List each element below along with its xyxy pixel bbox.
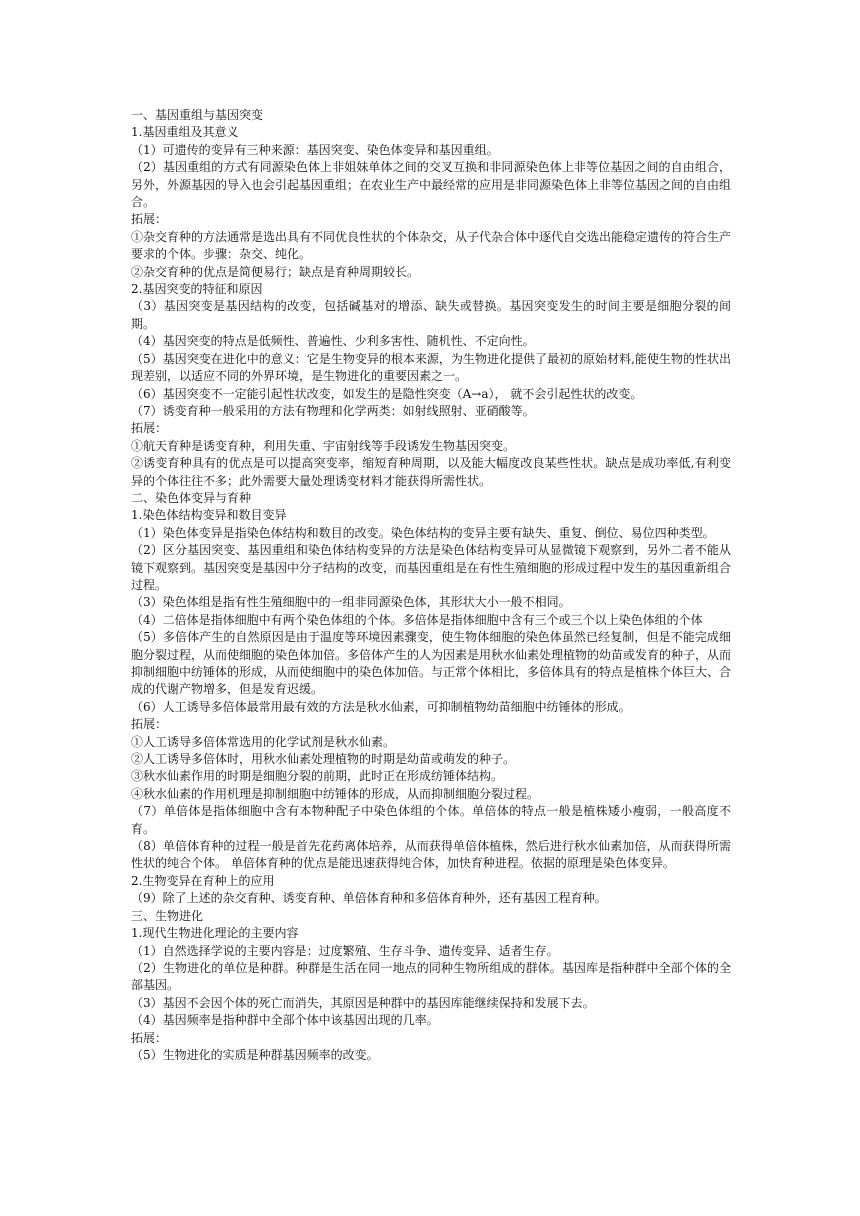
text-line: （3）基因不会因个体的死亡而消失，其原因是种群中的基因库能继续保持和发展下去。: [131, 995, 595, 1010]
text-line: 1.基因重组及其意义: [131, 125, 239, 140]
text-line: 二、染色体变异与育种: [131, 490, 252, 505]
text-line: （2）区分基因突变、基因重组和染色体结构变异的方法是染色体结构变异可从显微镜下观察到，另外二者不能从镜下观察到。基因突变是基因中分子结构的改变，而基因重组是在有性生殖细胞的形成过程中发生的基因重新组合过程。: [131, 543, 732, 592]
text-line: ①杂交育种的方法通常是选出具有不同优良性状的个体杂交，从子代杂合体中逐代自交选出能稳定遗传的符合生产要求的个体。步骤：杂交、纯化。: [131, 229, 732, 262]
text-line: 拓展：: [131, 421, 168, 436]
text-line: ②人工诱导多倍体时，用秋水仙素处理植物的时期是幼苗或萌发的种子。: [131, 752, 516, 767]
text-line: 拓展：: [131, 1030, 168, 1045]
text-line: 一、基因重组与基因突变: [131, 108, 264, 122]
text-line: （4）基因频率是指种群中全部个体中该基因出现的几率。: [131, 1013, 439, 1028]
text-line: （9）除了上述的杂交育种、诱变育种、单倍体育种和多倍体育种外，还有基因工程育种。: [131, 891, 607, 906]
text-line: ④秋水仙素的作用机理是抑制细胞中纺锤体的形成，从而抑制细胞分裂过程。: [131, 786, 540, 801]
text-line: （5）多倍体产生的自然原因是由于温度等环境因素骤变，使生物体细胞的染色体虽然已经复制，但是不能完成细胞分裂过程，从而使细胞的染色体加倍。多倍体产生的人为因素是用秋水仙素处理植物的幼苗或发育的种子，从而抑制细胞中纺锤体的形成，从而使细胞中的染色体加倍。与正常个体相比，多倍体具有的特点是植株个体巨大、合成的代谢产物增多，但是发育迟缓。: [131, 630, 732, 697]
text-line: 1.染色体结构变异和数目变异: [131, 508, 287, 523]
text-line: ②杂交育种的优点是简便易行；缺点是育种周期较长。: [131, 264, 420, 279]
text-line: 2.基因突变的特征和原因: [131, 282, 263, 297]
text-line: ①人工诱导多倍体常选用的化学试剂是秋水仙素。: [131, 734, 396, 749]
text-line: （2）生物进化的单位是种群。种群是生活在同一地点的同种生物所组成的群体。基因库是指种群中全部个体的全部基因。: [131, 960, 731, 993]
text-line: （5）基因突变在进化中的意义：它是生物变异的根本来源，为生物进化提供了最初的原始材料,能使生物的性状出现差别，以适应不同的外界环境，是生物进化的重要因素之一。: [131, 351, 731, 384]
text-line: 三、生物进化: [131, 908, 204, 923]
text-line: 2.生物变异在育种上的应用: [131, 873, 275, 888]
text-line: （1）染色体变异是指染色体结构和数目的改变。染色体结构的变异主要有缺失、重复、倒位、易位四种类型。: [131, 525, 715, 540]
text-line: （7）单倍体是指体细胞中含有本物种配子中染色体组的个体。单倍体的特点一般是植株矮小瘦弱，一般高度不育。: [131, 804, 731, 836]
text-line: （1）可遗传的变异有三种来源：基因突变、染色体变异和基因重组。: [131, 142, 499, 157]
text-line: 拓展：: [131, 212, 168, 227]
text-line: （6）人工诱导多倍体最常用最有效的方法是秋水仙素，可抑制植物幼苗细胞中纺锤体的形成。: [131, 699, 631, 714]
text-line: （6）基因突变不一定能引起性状改变，如发生的是隐性突变（A→a）， 就不会引起性状的改变。: [131, 386, 643, 401]
text-line: （8）单倍体育种的过程一般是首先花药离体培养，从而获得单倍体植株，然后进行秋水仙素加倍，从而获得所需性状的纯合个体。 单倍体育种的优点是能迅速获得纯合体，加快育种进程。依据的原理是染色体变异。: [131, 839, 731, 871]
text-line: （3）基因突变是基因结构的改变，包括碱基对的增添、缺失或替换。基因突变发生的时间主要是细胞分裂的间期。: [131, 299, 731, 331]
text-line: （5）生物进化的实质是种群基因频率的改变。: [131, 1047, 379, 1062]
document-body: [131, 107, 731, 1064]
text-line: （3）染色体组是指有性生殖细胞中的一组非同源染色体，其形状大小一般不相同。: [131, 595, 571, 610]
text-line: （7）诱变育种一般采用的方法有物理和化学两类：如射线照射、亚硝酸等。: [131, 403, 535, 418]
text-line: （2）基因重组的方式有同源染色体上非姐妹单体之间的交叉互换和非同源染色体上非等位基因之间的自由组合，另外，外源基因的导入也会引起基因重组；在农业生产中最经常的应用是非同源染色体上非等位基因之间的自由组合。: [131, 160, 732, 210]
text-line: （4）二倍体是指体细胞中有两个染色体组的个体。多倍体是指体细胞中含有三个或三个以上染色体组的个体: [131, 612, 703, 627]
text-line: ③秋水仙素作用的时期是细胞分裂的前期，此时正在形成纺锤体结构。: [131, 769, 504, 784]
text-line: ①航天育种是诱变育种，利用失重、宇宙射线等手段诱发生物基因突变。: [131, 438, 516, 453]
text-line: （4）基因突变的特点是低频性、普遍性、少利多害性、随机性、不定向性。: [131, 334, 535, 349]
text-line: ②诱变育种具有的优点是可以提高突变率，缩短育种周期，以及能大幅度改良某些性状。缺点是成功率低,有利变异的个体往往不多；此外需要大量处理诱变材料才能获得所需性状。: [131, 456, 731, 488]
text-line: （1）自然选择学说的主要内容是：过度繁殖、生存斗争、遗传变异、适者生存。: [131, 943, 559, 958]
text-line: 1.现代生物进化理论的主要内容: [131, 926, 299, 941]
text-line: 拓展：: [131, 717, 168, 732]
